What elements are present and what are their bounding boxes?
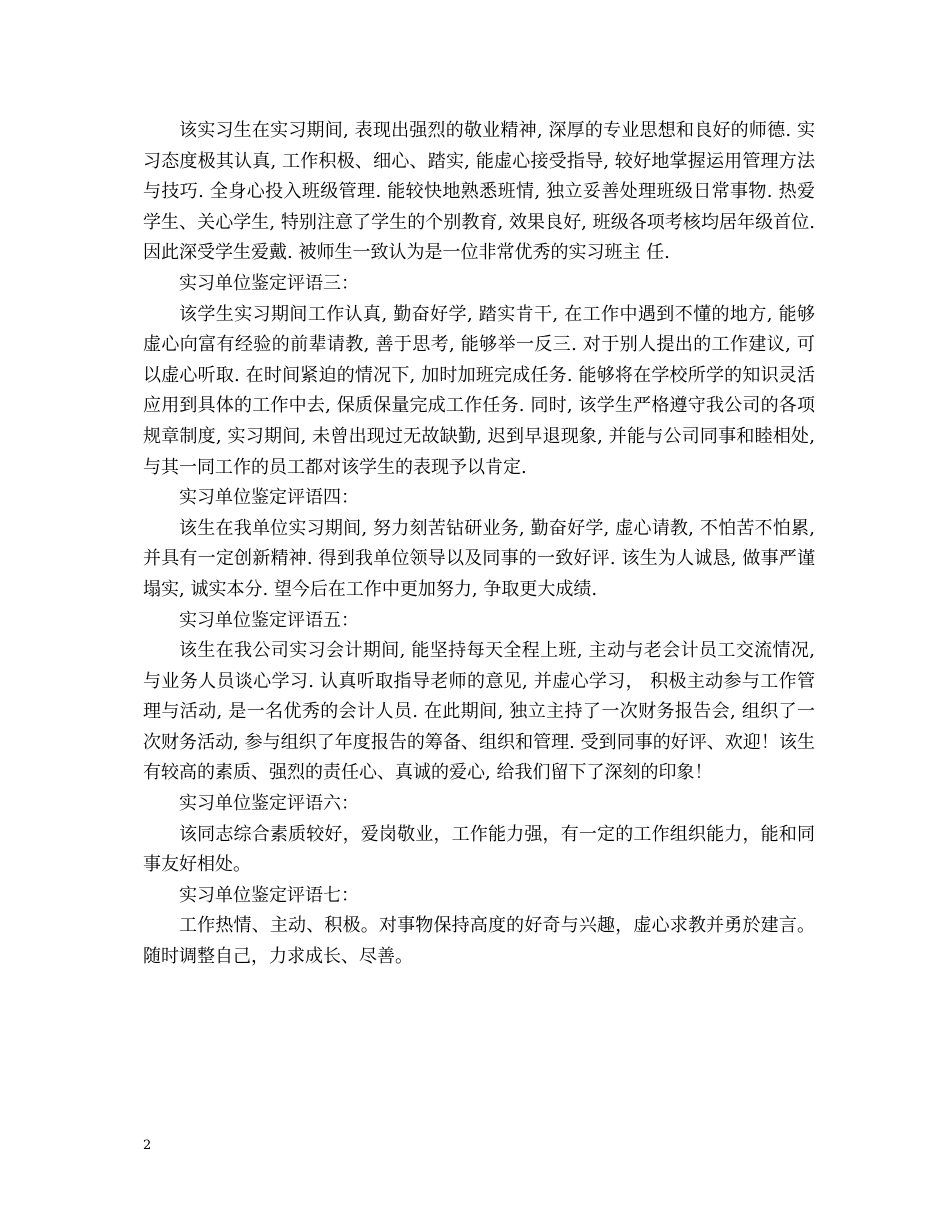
section-heading-7: 实习单位鉴定评语七： bbox=[179, 884, 359, 906]
page-number: 2 bbox=[143, 1138, 152, 1153]
section-heading-5: 实习单位鉴定评语五： bbox=[179, 609, 359, 631]
evaluation-paragraph-3: 该学生实习期间工作认真, 勤奋好学, 踏实肯干, 在工作中遇到不懂的地方, 能够虚心向富有经验的前辈请教, 善于思考, 能够举一反三. 对于别人提出的工作建议, 可以虚心听取. 在时间紧迫的情况下, 加时加班完成任务. 能够将在学校所学的知识灵活应用到具体的工作中去, 保质保量完成工作任务. 同时, 该学生严格遵守我公司的各项规章制度, 实习期间, 未曾出现过无故缺勤, 迟到早退现象, 并能与公司同事和睦相处, 与其一同工作的员工都对该学生的表现予以肯定. bbox=[143, 303, 815, 478]
section-heading-3: 实习单位鉴定评语三： bbox=[179, 272, 359, 294]
evaluation-paragraph-1: 该实习生在实习期间, 表现出强烈的敬业精神, 深厚的专业思想和良好的师德. 实习态度极其认真, 工作积极、细心、踏实, 能虚心接受指导, 较好地掌握运用管理方法与技巧. 全身心投入班级管理. 能较快地熟悉班情, 独立妥善处理班级日常事物. 热爱学生、关心学生, 特别注意了学生的个别教育, 效果良好, 班级各项考核均居年级首位. 因此深受学生爱戴. 被师生一致认为是一位非常优秀的实习班主 任. bbox=[143, 120, 815, 264]
evaluation-paragraph-4: 该生在我单位实习期间, 努力刻苦钻研业务, 勤奋好学, 虚心请教, 不怕苦不怕累, 并具有一定创新精神. 得到我单位领导以及同事的一致好评. 该生为人诚恳, 做事严谨塌实, 诚实本分. 望今后在工作中更加努力, 争取更大成绩. bbox=[143, 517, 815, 600]
section-heading-4: 实习单位鉴定评语四： bbox=[179, 487, 359, 509]
evaluation-paragraph-7: 工作热情、主动、积极。对事物保持高度的好奇与兴趣，虚心求教并勇於建言。随时调整自己，力求成长、尽善。 bbox=[143, 915, 815, 968]
section-heading-6: 实习单位鉴定评语六： bbox=[179, 793, 359, 815]
evaluation-paragraph-6: 该同志综合素质较好，爱岗敬业，工作能力强，有一定的工作组织能力，能和同事友好相处。 bbox=[143, 823, 815, 876]
document-body bbox=[143, 116, 815, 973]
evaluation-paragraph-5: 该生在我公司实习会计期间, 能坚持每天全程上班, 主动与老会计员工交流情况, 与业务人员谈心学习. 认真听取指导老师的意见, 并虚心学习， 积极主动参与工作管理与活动, 是一名优秀的会计人员. 在此期间, 独立主持了一次财务报告会, 组织了一次财务活动, 参与组织了年度报告的筹备、组织和管理. 受到同事的好评、欢迎！该生有较高的素质、强烈的责任心、真诚的爱心, 给我们留下了深刻的印象！ bbox=[143, 640, 815, 784]
